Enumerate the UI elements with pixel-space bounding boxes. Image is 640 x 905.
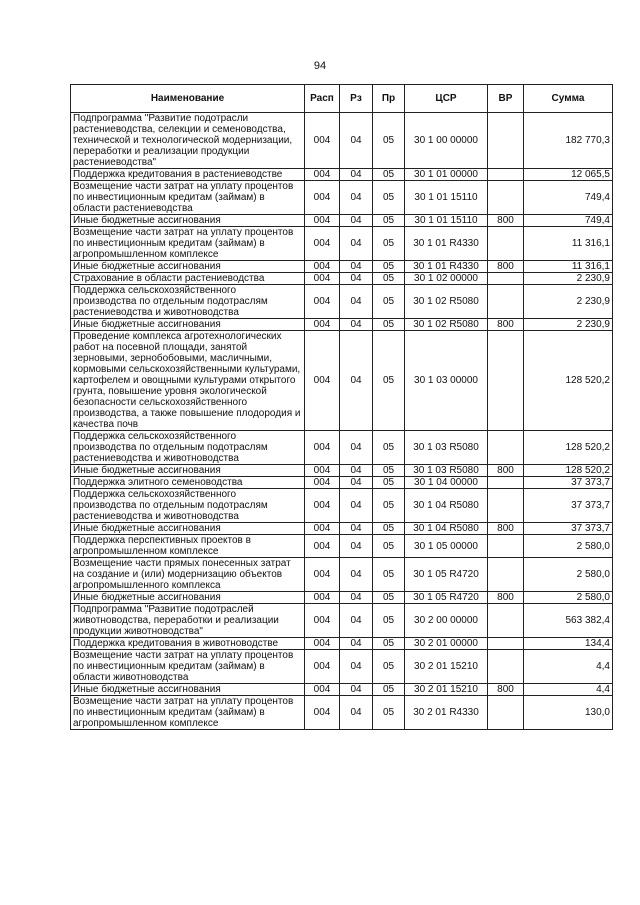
- cell-vr: 800: [488, 684, 524, 696]
- cell-vr: [488, 331, 524, 431]
- cell-rasp: 004: [305, 489, 340, 523]
- cell-vr: 800: [488, 261, 524, 273]
- cell-name: Иные бюджетные ассигнования: [71, 261, 305, 273]
- cell-csr: 30 1 04 00000: [405, 477, 488, 489]
- cell-rasp: 004: [305, 319, 340, 331]
- cell-rasp: 004: [305, 535, 340, 558]
- cell-sum: 130,0: [524, 696, 613, 730]
- cell-sum: 37 373,7: [524, 523, 613, 535]
- cell-rz: 04: [340, 169, 373, 181]
- cell-sum: 749,4: [524, 181, 613, 215]
- cell-rz: 04: [340, 181, 373, 215]
- table-row: [71, 431, 613, 465]
- cell-vr: [488, 696, 524, 730]
- cell-pr: 05: [373, 261, 405, 273]
- cell-vr: [488, 169, 524, 181]
- header-row: [71, 85, 613, 113]
- cell-pr: 05: [373, 285, 405, 319]
- cell-sum: 2 580,0: [524, 592, 613, 604]
- cell-pr: 05: [373, 592, 405, 604]
- cell-csr: 30 1 01 R4330: [405, 261, 488, 273]
- cell-name: Возмещение части затрат на уплату процентов по инвестиционным кредитам (займам) в области растениеводства: [71, 181, 305, 215]
- cell-csr: 30 2 01 15210: [405, 684, 488, 696]
- cell-rz: 04: [340, 489, 373, 523]
- cell-sum: 12 065,5: [524, 169, 613, 181]
- cell-name: Возмещение части затрат на уплату процентов по инвестиционным кредитам (займам) в области животноводства: [71, 650, 305, 684]
- cell-name: Иные бюджетные ассигнования: [71, 319, 305, 331]
- cell-sum: 2 580,0: [524, 535, 613, 558]
- cell-sum: 563 382,4: [524, 604, 613, 638]
- cell-name: Поддержка сельскохозяйственного производства по отдельным подотраслям растениеводства и животноводства: [71, 489, 305, 523]
- cell-rasp: 004: [305, 227, 340, 261]
- cell-rasp: 004: [305, 558, 340, 592]
- cell-name: Страхование в области растениеводства: [71, 273, 305, 285]
- table-row: [71, 273, 613, 285]
- cell-rasp: 004: [305, 684, 340, 696]
- table-row: [71, 285, 613, 319]
- cell-name: Иные бюджетные ассигнования: [71, 592, 305, 604]
- cell-csr: 30 1 02 00000: [405, 273, 488, 285]
- cell-sum: 2 230,9: [524, 319, 613, 331]
- cell-rz: 04: [340, 431, 373, 465]
- cell-vr: [488, 558, 524, 592]
- cell-vr: [488, 227, 524, 261]
- cell-rz: 04: [340, 113, 373, 169]
- cell-rasp: 004: [305, 169, 340, 181]
- cell-csr: 30 1 03 00000: [405, 331, 488, 431]
- cell-rz: 04: [340, 273, 373, 285]
- cell-rz: 04: [340, 523, 373, 535]
- cell-pr: 05: [373, 638, 405, 650]
- table-row: [71, 477, 613, 489]
- cell-sum: 37 373,7: [524, 489, 613, 523]
- cell-sum: 128 520,2: [524, 431, 613, 465]
- cell-pr: 05: [373, 169, 405, 181]
- cell-rasp: 004: [305, 523, 340, 535]
- cell-name: Поддержка кредитования в животноводстве: [71, 638, 305, 650]
- cell-rasp: 004: [305, 431, 340, 465]
- cell-name: Проведение комплекса агротехнологических работ на посевной площади, занятой зерновыми, зернобобовыми, масличными, кормовыми сельскохозяйственными культурами, картофелем и овощными культурами открытого грунта, повышение уровня экологической безопасности сельскохозяйственного производства, а также повышение плодородия и качества почв: [71, 331, 305, 431]
- cell-csr: 30 1 05 R4720: [405, 558, 488, 592]
- cell-vr: 800: [488, 319, 524, 331]
- cell-rz: 04: [340, 592, 373, 604]
- table-row: [71, 465, 613, 477]
- table-row: [71, 535, 613, 558]
- table-row: [71, 684, 613, 696]
- cell-vr: [488, 604, 524, 638]
- cell-rasp: 004: [305, 331, 340, 431]
- cell-name: Иные бюджетные ассигнования: [71, 465, 305, 477]
- table-row: [71, 331, 613, 431]
- cell-rasp: 004: [305, 261, 340, 273]
- cell-rasp: 004: [305, 638, 340, 650]
- cell-pr: 05: [373, 477, 405, 489]
- table-row: [71, 638, 613, 650]
- cell-vr: [488, 181, 524, 215]
- cell-pr: 05: [373, 489, 405, 523]
- cell-vr: [488, 285, 524, 319]
- table-row: [71, 215, 613, 227]
- cell-name: Иные бюджетные ассигнования: [71, 523, 305, 535]
- cell-sum: 11 316,1: [524, 227, 613, 261]
- cell-name: Возмещение части затрат на уплату процентов по инвестиционным кредитам (займам) в агропромышленном комплексе: [71, 696, 305, 730]
- cell-rz: 04: [340, 604, 373, 638]
- cell-name: Возмещение части прямых понесенных затрат на создание и (или) модернизацию объектов агропромышленного комплекса: [71, 558, 305, 592]
- table-row: [71, 319, 613, 331]
- cell-name: Иные бюджетные ассигнования: [71, 684, 305, 696]
- cell-vr: 800: [488, 592, 524, 604]
- cell-rz: 04: [340, 684, 373, 696]
- cell-csr: 30 1 02 R5080: [405, 319, 488, 331]
- header-sum: Сумма: [524, 85, 613, 113]
- cell-sum: 4,4: [524, 650, 613, 684]
- cell-pr: 05: [373, 558, 405, 592]
- cell-vr: [488, 273, 524, 285]
- cell-pr: 05: [373, 331, 405, 431]
- cell-pr: 05: [373, 523, 405, 535]
- table-row: [71, 592, 613, 604]
- cell-csr: 30 1 01 15110: [405, 181, 488, 215]
- cell-name: Поддержка сельскохозяйственного производства по отдельным подотраслям растениеводства и животноводства: [71, 285, 305, 319]
- cell-pr: 05: [373, 181, 405, 215]
- cell-sum: 2 230,9: [524, 285, 613, 319]
- cell-pr: 05: [373, 319, 405, 331]
- header-name: Наименование: [71, 85, 305, 113]
- cell-csr: 30 1 01 R4330: [405, 227, 488, 261]
- cell-rasp: 004: [305, 604, 340, 638]
- cell-rasp: 004: [305, 696, 340, 730]
- cell-rasp: 004: [305, 592, 340, 604]
- cell-pr: 05: [373, 535, 405, 558]
- cell-rasp: 004: [305, 465, 340, 477]
- cell-vr: [488, 650, 524, 684]
- cell-sum: 182 770,3: [524, 113, 613, 169]
- cell-vr: 800: [488, 465, 524, 477]
- header-csr: ЦСР: [405, 85, 488, 113]
- table-row: [71, 261, 613, 273]
- cell-vr: [488, 477, 524, 489]
- cell-csr: 30 2 01 15210: [405, 650, 488, 684]
- cell-sum: 128 520,2: [524, 331, 613, 431]
- cell-name: Поддержка кредитования в растениеводстве: [71, 169, 305, 181]
- table-row: [71, 650, 613, 684]
- cell-vr: [488, 638, 524, 650]
- cell-rz: 04: [340, 227, 373, 261]
- cell-name: Подпрограмма "Развитие подотраслей животноводства, переработки и реализации продукции животноводства": [71, 604, 305, 638]
- table-row: [71, 696, 613, 730]
- budget-table: [70, 84, 613, 730]
- cell-vr: 800: [488, 215, 524, 227]
- page-number: 94: [313, 60, 327, 72]
- table-body: [71, 113, 613, 730]
- cell-pr: 05: [373, 113, 405, 169]
- cell-sum: 4,4: [524, 684, 613, 696]
- cell-csr: 30 2 00 00000: [405, 604, 488, 638]
- cell-name: Поддержка перспективных проектов в агропромышленном комплексе: [71, 535, 305, 558]
- cell-rasp: 004: [305, 650, 340, 684]
- cell-rz: 04: [340, 285, 373, 319]
- cell-rz: 04: [340, 535, 373, 558]
- table-row: [71, 181, 613, 215]
- cell-name: Поддержка сельскохозяйственного производства по отдельным подотраслям растениеводства и животноводства: [71, 431, 305, 465]
- cell-rz: 04: [340, 650, 373, 684]
- cell-rasp: 004: [305, 181, 340, 215]
- cell-rz: 04: [340, 331, 373, 431]
- cell-rasp: 004: [305, 113, 340, 169]
- table-row: [71, 558, 613, 592]
- cell-csr: 30 1 00 00000: [405, 113, 488, 169]
- table-row: [71, 604, 613, 638]
- cell-pr: 05: [373, 650, 405, 684]
- table-header: [71, 85, 613, 113]
- header-vr: ВР: [488, 85, 524, 113]
- cell-rz: 04: [340, 696, 373, 730]
- header-pr: Пр: [373, 85, 405, 113]
- cell-csr: 30 1 04 R5080: [405, 523, 488, 535]
- cell-name: Иные бюджетные ассигнования: [71, 215, 305, 227]
- cell-rz: 04: [340, 638, 373, 650]
- cell-vr: 800: [488, 523, 524, 535]
- cell-rz: 04: [340, 319, 373, 331]
- cell-csr: 30 1 05 R4720: [405, 592, 488, 604]
- cell-sum: 2 580,0: [524, 558, 613, 592]
- cell-pr: 05: [373, 431, 405, 465]
- cell-sum: 128 520,2: [524, 465, 613, 477]
- cell-name: Подпрограмма "Развитие подотрасли растениеводства, селекции и семеноводства, технической и технологической модернизации, переработки и реализации продукции растениеводства": [71, 113, 305, 169]
- cell-csr: 30 1 03 R5080: [405, 465, 488, 477]
- cell-pr: 05: [373, 696, 405, 730]
- cell-pr: 05: [373, 604, 405, 638]
- cell-csr: 30 1 02 R5080: [405, 285, 488, 319]
- cell-csr: 30 1 03 R5080: [405, 431, 488, 465]
- cell-csr: 30 1 01 00000: [405, 169, 488, 181]
- cell-name: Возмещение части затрат на уплату процентов по инвестиционным кредитам (займам) в агропромышленном комплексе: [71, 227, 305, 261]
- cell-rz: 04: [340, 215, 373, 227]
- cell-pr: 05: [373, 273, 405, 285]
- cell-sum: 2 230,9: [524, 273, 613, 285]
- table-row: [71, 523, 613, 535]
- cell-csr: 30 2 01 00000: [405, 638, 488, 650]
- cell-vr: [488, 489, 524, 523]
- cell-rasp: 004: [305, 477, 340, 489]
- cell-sum: 749,4: [524, 215, 613, 227]
- cell-sum: 134,4: [524, 638, 613, 650]
- cell-pr: 05: [373, 465, 405, 477]
- cell-pr: 05: [373, 684, 405, 696]
- cell-vr: [488, 431, 524, 465]
- cell-rz: 04: [340, 558, 373, 592]
- cell-rasp: 004: [305, 273, 340, 285]
- cell-vr: [488, 113, 524, 169]
- cell-rz: 04: [340, 477, 373, 489]
- cell-pr: 05: [373, 215, 405, 227]
- cell-name: Поддержка элитного семеноводства: [71, 477, 305, 489]
- cell-csr: 30 2 01 R4330: [405, 696, 488, 730]
- cell-vr: [488, 535, 524, 558]
- header-rz: Рз: [340, 85, 373, 113]
- cell-sum: 37 373,7: [524, 477, 613, 489]
- cell-rz: 04: [340, 261, 373, 273]
- cell-pr: 05: [373, 227, 405, 261]
- table-row: [71, 169, 613, 181]
- cell-csr: 30 1 05 00000: [405, 535, 488, 558]
- cell-sum: 11 316,1: [524, 261, 613, 273]
- cell-csr: 30 1 04 R5080: [405, 489, 488, 523]
- table-row: [71, 489, 613, 523]
- cell-rasp: 004: [305, 285, 340, 319]
- table-row: [71, 113, 613, 169]
- header-rasp: Расп: [305, 85, 340, 113]
- table-row: [71, 227, 613, 261]
- cell-csr: 30 1 01 15110: [405, 215, 488, 227]
- cell-rz: 04: [340, 465, 373, 477]
- cell-rasp: 004: [305, 215, 340, 227]
